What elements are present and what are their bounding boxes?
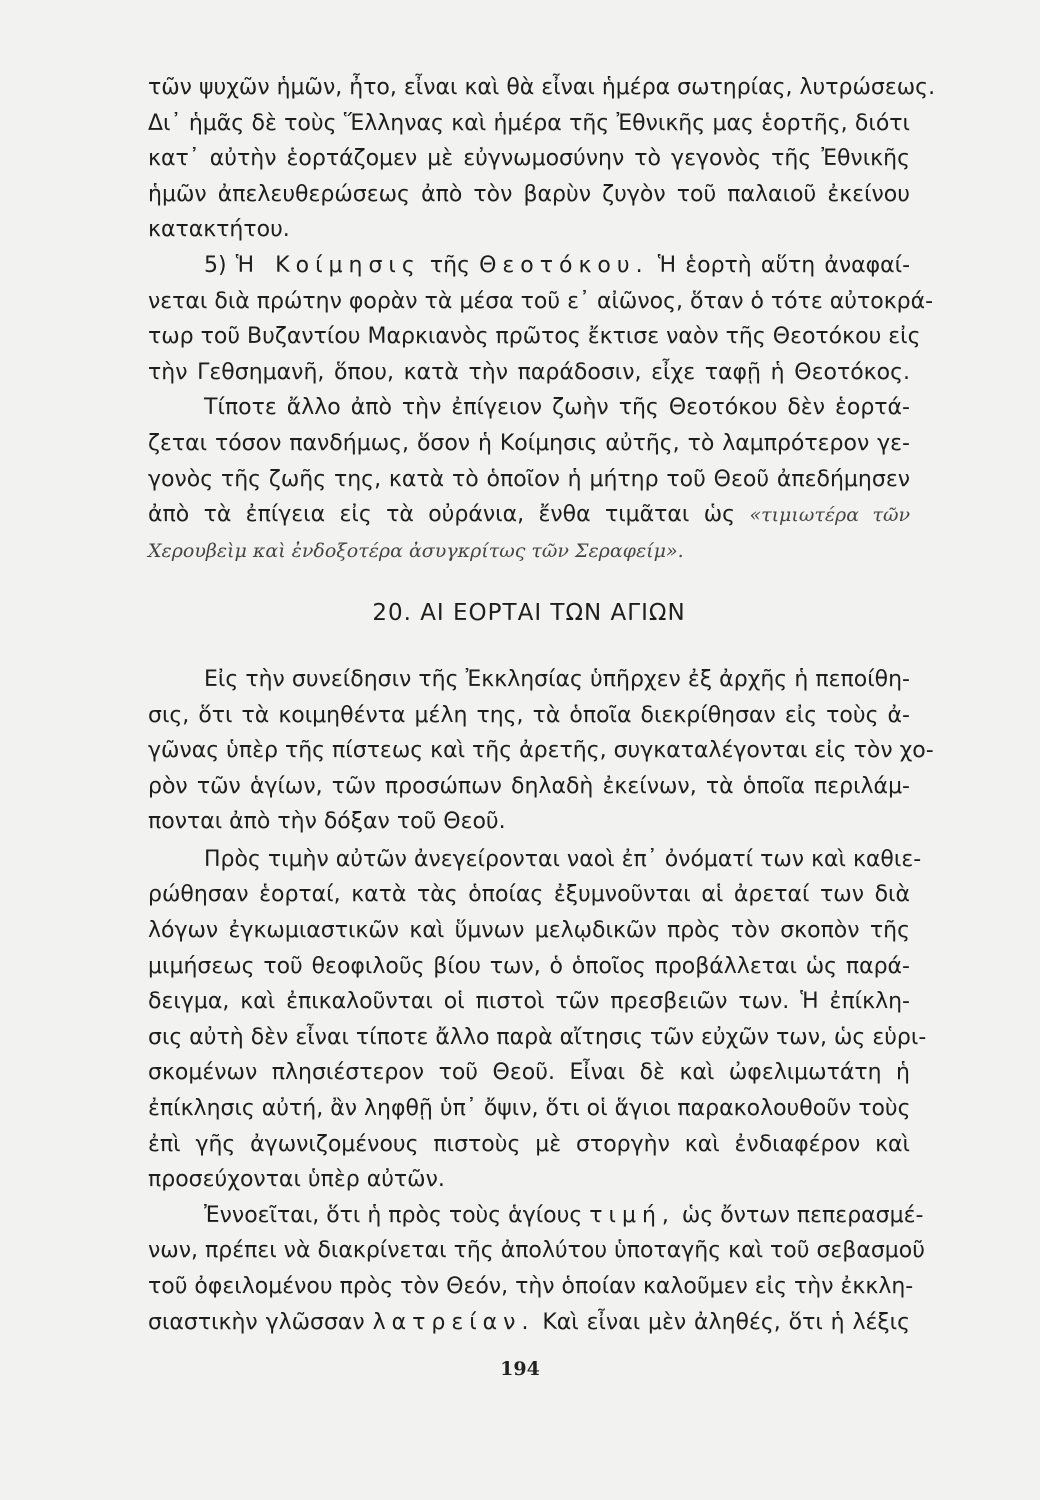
text-fragment: Ἡ ἑορτὴ αὕτη ἀναφαί- (657, 252, 911, 278)
text-line: δειγμα, καὶ ἐπικαλοῦνται οἱ πιστοὶ τῶν πρεσβειῶν των. Ἡ ἐπίκλη- (148, 989, 910, 1015)
text-line: μιμήσεως τοῦ θεοφιλοῦς βίου των, ὁ ὁποῖος προβάλλεται ὡς παρά- (148, 953, 910, 979)
text-line: γῶνας ὑπὲρ τῆς πίστεως καὶ τῆς ἀρετῆς, συγκαταλέγονται εἰς τὸν χο- (148, 738, 934, 764)
section-number: 5) (204, 252, 227, 278)
text-line: Τίποτε ἄλλο ἀπὸ τὴν ἐπίγειον ζωὴν τῆς Θεοτόκου δὲν ἑορτά- (204, 395, 910, 421)
text-line: σκομένων πλησιέστερον τοῦ Θεοῦ. Εἶναι δὲ καὶ ὠφελιμωτάτη ἡ (148, 1060, 910, 1086)
emphasis-word: λατρείαν. (372, 1309, 535, 1335)
text-line: τοῦ ὀφειλομένου πρὸς τὸν Θεόν, τὴν ὁποίαν καλοῦμεν εἰς τὴν ἐκκλη- (148, 1274, 914, 1299)
text-fragment: ἀπὸ τὰ ἐπίγεια εἰς τὰ οὐράνια, ἔνθα τιμᾶται ὡς (148, 502, 736, 528)
text-line: ρὸν τῶν ἁγίων, τῶν προσώπων δηλαδὴ ἐκείνων, τὰ ὁποῖα περιλάμ- (148, 773, 910, 799)
text-line: ρώθησαν ἑορταί, κατὰ τὰς ὁποίας ἐξυμνοῦνται αἱ ἀρεταί των διὰ (148, 882, 910, 908)
text-line: Δι᾿ ἡμᾶς δὲ τοὺς Ἕλληνας καὶ ἡμέρα τῆς Ἐθνικῆς μας ἑορτῆς, διότι (148, 110, 910, 136)
text-line: τῶν ψυχῶν ἡμῶν, ἦτο, εἶναι καὶ θὰ εἶναι ἡμέρα σωτηρίας, λυτρώσεως. (148, 75, 936, 100)
text-line: λόγων ἐγκωμιαστικῶν καὶ ὕμνων μελῳδικῶν πρὸς τὸν σκοπὸν τῆς (148, 918, 910, 944)
section-heading-line (148, 248, 910, 284)
text-line (148, 1305, 910, 1341)
section-title: Ἡ Κοίμησις (235, 252, 421, 278)
text-line (148, 497, 910, 533)
text-fragment: ὡς ὄντων πεπερασμέ- (681, 1202, 924, 1228)
quote-fragment: «τιμιωτέρα τῶν (749, 504, 911, 527)
text-fragment: Καὶ εἶναι μὲν ἀληθές, ὅτι ἡ λέξις (542, 1309, 911, 1335)
text-line: σις αὐτὴ δὲν εἶναι τίποτε ἄλλο παρὰ αἴτησις τῶν εὐχῶν των, ὡς εὑρι- (148, 1024, 927, 1050)
section-title-end: Θεοτόκου. (479, 252, 649, 278)
chapter-heading: 20. ΑΙ ΕΟΡΤΑΙ ΤΩΝ ΑΓΙΩΝ (372, 600, 686, 627)
text-fragment: Ἐννοεῖται, ὅτι ἡ πρὸς τοὺς ἁγίους (204, 1202, 583, 1228)
text-line: ἐπίκλησις αὐτή, ἂν ληφθῇ ὑπ᾿ ὄψιν, ὅτι οἱ ἅγιοι παρακολουθοῦν τοὺς (148, 1096, 911, 1122)
page-number: 194 (500, 1358, 540, 1380)
text-fragment: σιαστικὴν γλῶσσαν (148, 1309, 365, 1335)
text-line (148, 1198, 924, 1234)
text-line: κατ᾿ αὐτὴν ἑορτάζομεν μὲ εὐγνωμοσύνην τὸ γεγονὸς τῆς Ἐθνικῆς (148, 146, 910, 172)
text-line: πονται ἀπὸ τὴν δόξαν τοῦ Θεοῦ. (148, 809, 506, 835)
text-line: Εἰς τὴν συνείδησιν τῆς Ἐκκλησίας ὑπῆρχεν ἐξ ἀρχῆς ἡ πεποίθη- (204, 666, 910, 692)
text-line: τωρ τοῦ Βυζαντίου Μαρκιανὸς πρῶτος ἔκτισε ναὸν τῆς Θεοτόκου εἰς (148, 324, 921, 350)
quote-line (148, 533, 910, 569)
text-line: προσεύχονται ὑπὲρ αὐτῶν. (148, 1167, 445, 1193)
text-line: ἡμῶν ἀπελευθερώσεως ἀπὸ τὸν βαρὺν ζυγὸν τοῦ παλαιοῦ ἐκείνου (148, 181, 910, 207)
text-line: Πρὸς τιμὴν αὐτῶν ἀνεγείρονται ναοὶ ἐπ᾿ ὀνόματί των καὶ καθιε- (204, 846, 922, 872)
text-line: νεται διὰ πρώτην φορὰν τὰ μέσα τοῦ ε᾿ αἰῶνος, ὅταν ὁ τότε αὐτοκρά- (148, 288, 934, 314)
quote-fragment: Χερουβεὶμ καὶ ἐνδοξοτέρα ἀσυγκρίτως τῶν Σεραφείμ». (148, 539, 684, 562)
text-line: ζεται τόσον πανδήμως, ὅσον ἡ Κοίμησις αὐτῆς, τὸ λαμπρότερον γε- (148, 430, 910, 456)
text-line: τὴν Γεθσημανῆ, ὅπου, κατὰ τὴν παράδοσιν, εἶχε ταφῇ ἡ Θεοτόκος. (148, 359, 910, 385)
text-line: σις, ὅτι τὰ κοιμηθέντα μέλη της, τὰ ὁποῖα διεκρίθησαν εἰς τοὺς ἀ- (148, 702, 910, 728)
section-title-article: τῆς (429, 252, 470, 278)
emphasis-word: τιμή, (589, 1202, 675, 1228)
text-line: γονὸς τῆς ζωῆς της, κατὰ τὸ ὁποῖον ἡ μήτηρ τοῦ Θεοῦ ἀπεδήμησεν (148, 466, 910, 492)
page-body (148, 70, 936, 1340)
text-line: νων, πρέπει νὰ διακρίνεται τῆς ἀπολύτου ὑποταγῆς καὶ τοῦ σεβασμοῦ (148, 1238, 925, 1264)
text-line: ἐπὶ γῆς ἀγωνιζομένους πιστοὺς μὲ στοργὴν καὶ ἐνδιαφέρον καὶ (148, 1131, 910, 1157)
text-line: κατακτήτου. (148, 217, 290, 243)
